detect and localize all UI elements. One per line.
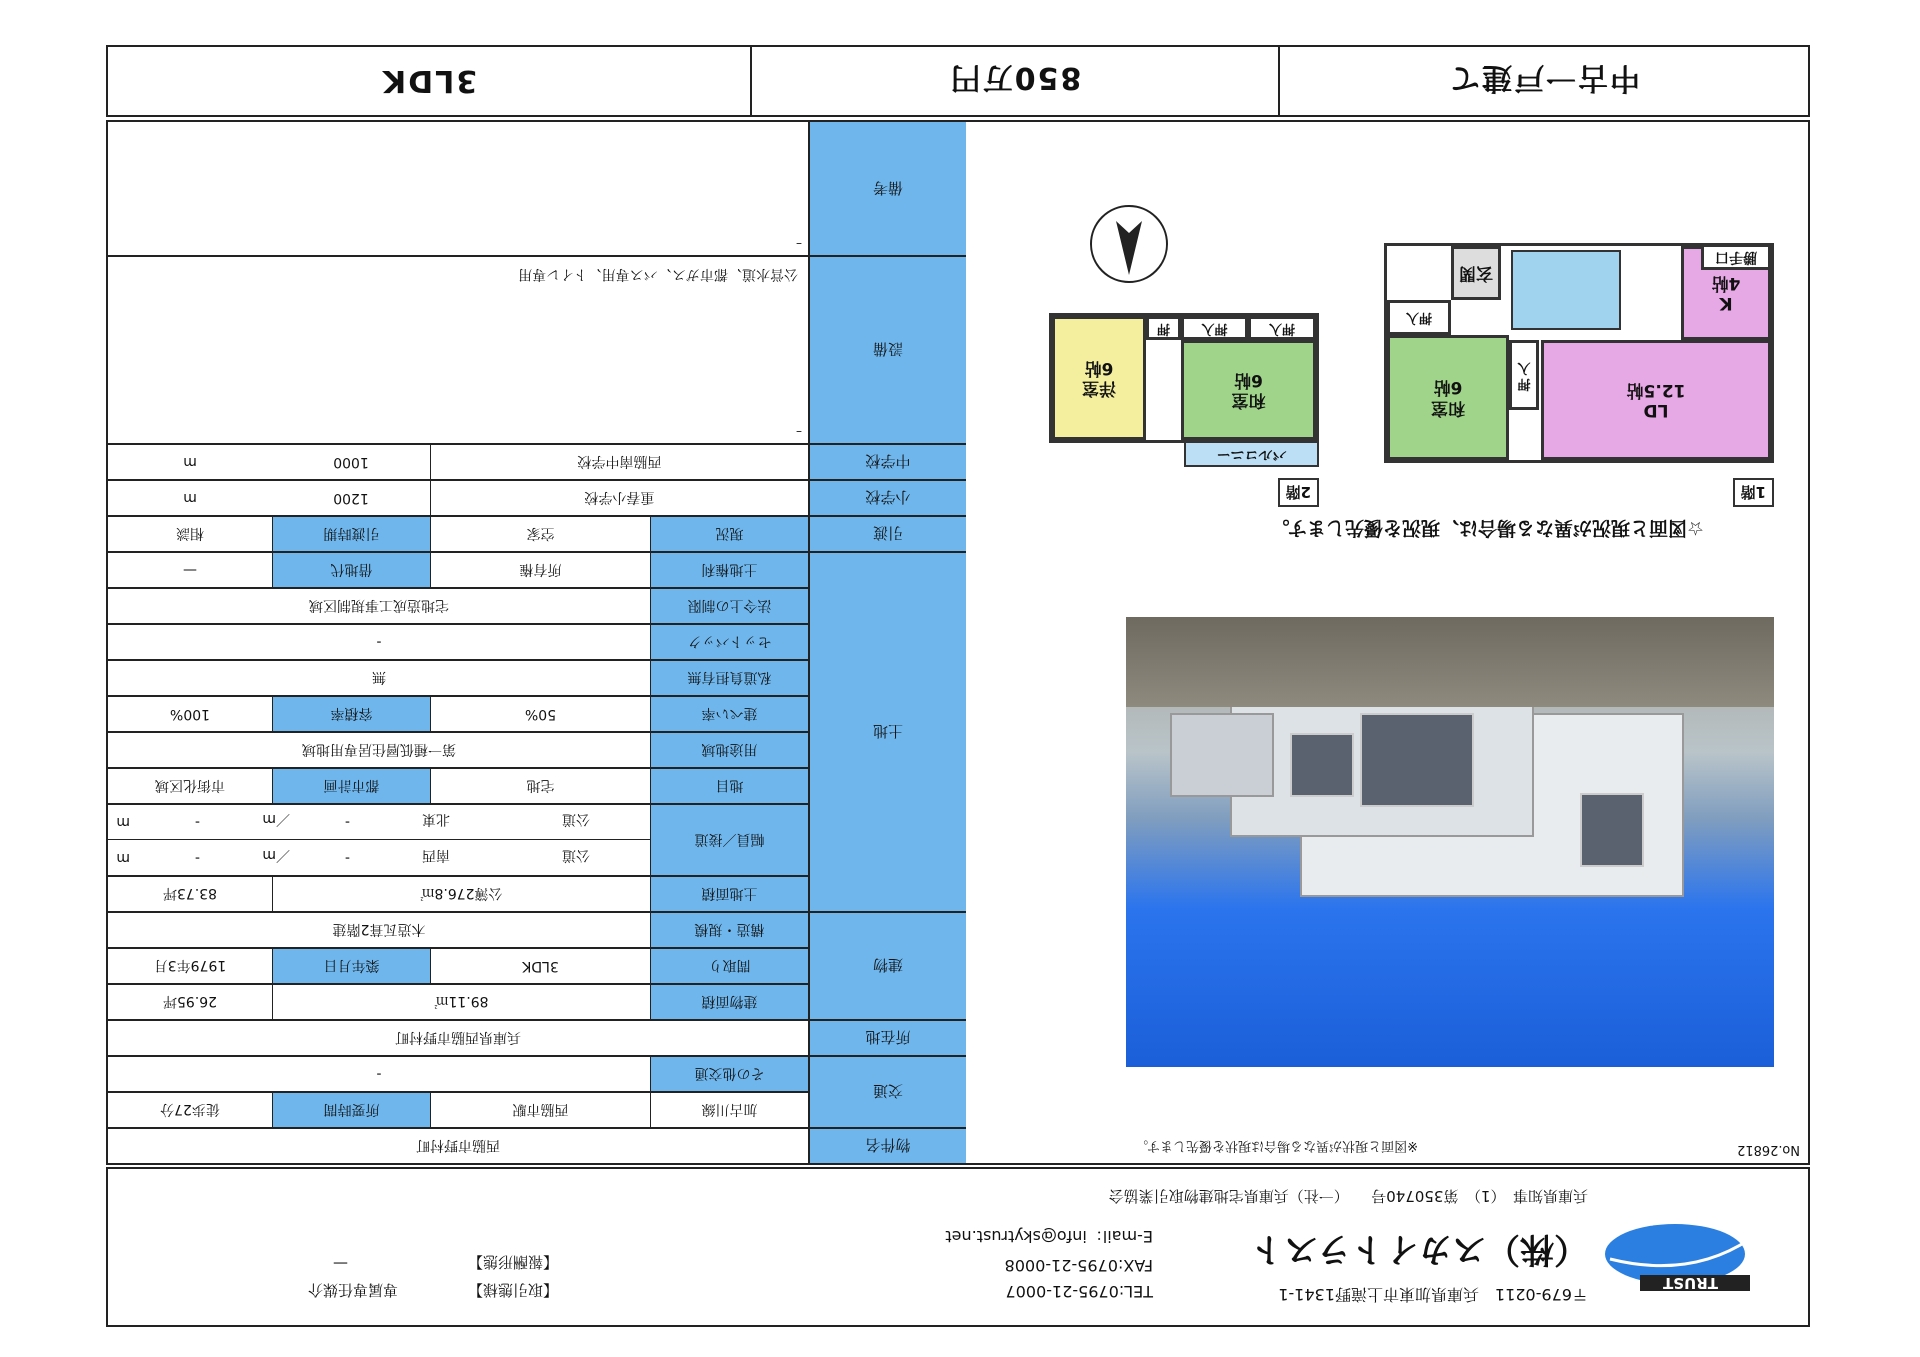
floor1-tag: 1階 [1733, 478, 1774, 507]
tochi-m2: 公簿276.8㎡ [272, 877, 650, 911]
setback-label: セットバック [650, 625, 808, 659]
floor2-tag: 2階 [1278, 478, 1319, 507]
room-washitsu-1f: 和室 6帖 [1387, 335, 1509, 460]
madori-label: 間取り [650, 949, 808, 983]
row-tochi-menseki [108, 875, 808, 911]
postal-address: 〒679-0211 兵庫県加東市上滝野1341-1 [1278, 1285, 1588, 1304]
row-yoto [108, 731, 808, 767]
road1: 公道 南西 - ／m - m [108, 839, 650, 875]
row-hikiwatashi [108, 515, 808, 551]
row-kozo [108, 911, 808, 947]
row-madori [108, 947, 808, 983]
hoshu-label: 【報酬形態】 [467, 1253, 558, 1271]
setsubi-value: 公営水道、都市ガス、バス専用、トイレ専用 [518, 266, 798, 282]
other-label: その他交通 [650, 1057, 808, 1091]
sho-unit: m [183, 490, 197, 506]
chimoku-value: 宅地 [430, 769, 650, 803]
row-setsudo [108, 803, 808, 875]
row-setback [108, 623, 808, 659]
chikuchiku-value: 1979年3月 [153, 957, 227, 973]
row-shozai [108, 1019, 808, 1055]
kenri-label: 土地権利 [650, 553, 808, 587]
room-youshitsu: 洋室 6帖 [1052, 316, 1146, 440]
kenpei-label: 建ぺい率 [650, 697, 808, 731]
row-biko [108, 122, 808, 255]
cat-setsubi: 設備 [808, 255, 966, 443]
tel: TEL:0795-21-0007 [1005, 1282, 1153, 1301]
setback-value: - [376, 634, 382, 650]
chikuchiku-label: 築年月日 [272, 949, 430, 983]
hoshu-value: — [333, 1255, 348, 1273]
room-oshi: 押 [1146, 316, 1181, 340]
toshikeikaku-value: 市街化区域 [155, 777, 225, 793]
chu-name: 西脇南中学校 [430, 445, 808, 479]
genkyo-value: 空家 [430, 517, 650, 551]
torihiki-value: 専属専任媒介 [307, 1281, 398, 1299]
jiki-value: 相談 [176, 525, 204, 541]
room-ld: LD 12.5帖 [1541, 340, 1771, 460]
shakuchi-label: 借地代 [272, 553, 430, 587]
shakuchi-value: — [183, 562, 197, 578]
yoseki-label: 容積率 [272, 697, 430, 731]
menseki-label: 建物面積 [650, 985, 808, 1019]
yoto-label: 用途地域 [650, 733, 808, 767]
yoseki-value: 100% [169, 706, 211, 722]
cat-bukken: 物件名 [808, 1127, 966, 1163]
logo-text: TRUST [1663, 1274, 1718, 1292]
cat-shozai: 所在地 [808, 1019, 966, 1055]
cat-chu: 中学校 [808, 443, 966, 479]
row-kotsu-1 [108, 1091, 808, 1127]
room-washitsu-2f: 和室 6帖 [1181, 340, 1316, 440]
row-kenri [108, 551, 808, 587]
kenri-value: 所有権 [430, 553, 650, 587]
row-bukken [108, 1127, 808, 1163]
sho-dist: 1200 [333, 490, 369, 506]
main-panel [106, 120, 1810, 1165]
genkyo-label: 現況 [650, 517, 808, 551]
row-setsubi [108, 255, 808, 443]
property-type: 中古一戸建て [1448, 60, 1640, 95]
bath [1511, 250, 1621, 330]
summary-bar [106, 45, 1810, 117]
room-oshiire-2: 押入 [1387, 300, 1451, 335]
cat-kotsu: 交通 [808, 1055, 966, 1127]
header-box [106, 1167, 1810, 1327]
north-compass-icon [1090, 205, 1168, 283]
chu-dist: 1000 [333, 454, 369, 470]
row-chimoku [108, 767, 808, 803]
chimoku-label: 地目 [650, 769, 808, 803]
cat-tochi: 土地 [808, 551, 966, 911]
doc-number: No.26812 [1737, 1142, 1800, 1157]
setsubi-dash: – [796, 425, 802, 439]
jiki-label: 引渡時期 [272, 517, 430, 551]
road2: 公道 北東 - ／m - m [116, 811, 590, 830]
yoto-value: 第一種低層住居専用地域 [302, 741, 456, 757]
property-price: 850万円 [948, 60, 1082, 95]
house-photo [1126, 617, 1774, 1067]
shido-value: 無 [372, 669, 386, 685]
shoyo-label: 所要時間 [272, 1093, 430, 1127]
email: E-mail：info@skytrust.net [945, 1227, 1153, 1246]
other-value: - [376, 1066, 382, 1082]
room-genkan: 玄関 [1451, 246, 1501, 300]
setsudo-label: 幅員／接道 [650, 805, 808, 875]
shozai-value: 兵庫県西脇市野村町 [395, 1029, 521, 1045]
cat-biko: 備考 [808, 122, 966, 255]
spec-table [108, 122, 966, 1163]
shoyo-value: 徒歩27分 [160, 1101, 220, 1117]
bukken-value: 西脇市野村町 [416, 1137, 500, 1153]
cat-sho: 小学校 [808, 479, 966, 515]
row-sho [108, 479, 808, 515]
tochi-tsubo: 83.73坪 [162, 885, 218, 901]
menseki-m2: 89.11㎡ [272, 985, 650, 1019]
floor-plan [994, 243, 1774, 543]
tochi-menseki-label: 土地面積 [650, 877, 808, 911]
license-info: 兵庫県知事 （1） 第350740号 （一社）兵庫県宅地建物取引業協会 [1108, 1187, 1588, 1205]
toshikeikaku-label: 都市計画 [272, 769, 430, 803]
row-shido [108, 659, 808, 695]
company-name: （株）スカイトラスト [1250, 1229, 1588, 1269]
chu-unit: m [183, 454, 197, 470]
room-kitchen: K 4帖 [1681, 246, 1771, 340]
balcony: バルコニー [1184, 441, 1319, 467]
cat-hikiwatashi: 引渡 [808, 515, 966, 551]
station-value: 西脇市駅 [430, 1093, 650, 1127]
room-oshiire-1: 押入 [1509, 340, 1539, 410]
biko-dash: – [796, 237, 802, 251]
sho-name: 重春小学校 [430, 481, 808, 515]
floor1 [1384, 243, 1774, 463]
cat-tatemono: 建物 [808, 911, 966, 1019]
torihiki-label: 【取引態様】 [467, 1281, 558, 1299]
row-hourei [108, 587, 808, 623]
floor2 [1049, 313, 1319, 443]
fax: FAX:0795-21-0008 [1004, 1256, 1153, 1275]
company-logo [1600, 1219, 1770, 1299]
row-kotsu-2 [108, 1055, 808, 1091]
kozo-label: 構造・規模 [650, 913, 808, 947]
room-oshiire-3: 押入 [1248, 316, 1316, 340]
menseki-tsubo: 26.95坪 [162, 993, 218, 1009]
hourei-label: 法令上の制限 [650, 589, 808, 623]
madori-value: 3LDK [430, 949, 650, 983]
row-chu [108, 443, 808, 479]
property-layout: 3LDK [380, 63, 478, 99]
plan-note: ☆図面と現況が異なる場合は、現況を優先します。 [1270, 517, 1704, 539]
photo-note: ※図面と現状が異なる場合は現状を優先します。 [1135, 1138, 1418, 1153]
row-kenpei [108, 695, 808, 731]
row-menseki [108, 983, 808, 1019]
hourei-value: 宅地造成工事規制区域 [309, 597, 449, 613]
line-value: 加古川線 [650, 1093, 808, 1127]
room-kattekuchi: 勝手口 [1701, 244, 1771, 270]
kenpei-value: 50% [430, 697, 650, 731]
shido-label: 私道負担有無 [650, 661, 808, 695]
room-oshiire-4: 押入 [1181, 316, 1248, 340]
kozo-value: 木造瓦葺2階建 [332, 921, 426, 937]
